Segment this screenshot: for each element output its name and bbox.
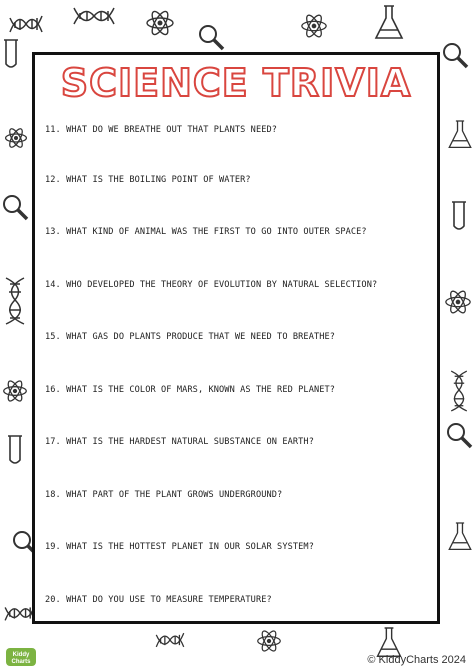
atom-icon xyxy=(256,628,282,654)
atom-icon xyxy=(2,378,28,404)
svg-text:Kiddy: Kiddy xyxy=(12,652,30,658)
flask-icon xyxy=(372,4,406,42)
question-15: 15. WHAT GAS DO PLANTS PRODUCE THAT WE NEED TO BREATHE? xyxy=(45,332,336,342)
atom-icon xyxy=(300,12,328,40)
dna-icon xyxy=(0,276,30,326)
copyright-text: © KiddyCharts 2024 xyxy=(367,654,466,666)
question-11: 11. WHAT DO WE BREATHE OUT THAT PLANTS NEED? xyxy=(45,125,278,135)
test-tube-icon xyxy=(4,430,26,470)
magnifier-icon xyxy=(196,22,226,52)
question-13: 13. WHAT KIND OF ANIMAL WAS THE FIRST TO GO INTO OUTER SPACE? xyxy=(45,227,367,237)
magnifier-icon xyxy=(0,192,30,222)
magnifier-icon xyxy=(444,420,474,450)
question-19: 19. WHAT IS THE HOTTEST PLANET IN OUR SOLAR SYSTEM? xyxy=(45,542,314,552)
test-tube-icon xyxy=(0,36,22,72)
magnifier-icon xyxy=(440,40,470,70)
test-tube-icon xyxy=(448,198,470,234)
atom-icon xyxy=(444,288,472,316)
dna-icon xyxy=(72,4,116,28)
question-20: 20. WHAT DO YOU USE TO MEASURE TEMPERATURE? xyxy=(45,595,272,605)
question-14: 14. WHO DEVELOPED THE THEORY OF EVOLUTION BY NATURAL SELECTION? xyxy=(45,280,378,290)
question-18: 18. WHAT PART OF THE PLANT GROWS UNDERGROUND? xyxy=(45,490,283,500)
svg-text:Charts: Charts xyxy=(11,659,31,665)
flask-icon xyxy=(446,520,474,554)
page-title: SCIENCE TRIVIA xyxy=(60,61,412,105)
atom-icon xyxy=(145,8,175,38)
dna-icon xyxy=(150,628,190,652)
atom-icon xyxy=(4,126,28,150)
kiddycharts-logo xyxy=(6,648,36,666)
question-12: 12. WHAT IS THE BOILING POINT OF WATER? xyxy=(45,175,251,185)
question-17: 17. WHAT IS THE HARDEST NATURAL SUBSTANCE ON EARTH? xyxy=(45,437,314,447)
worksheet-card xyxy=(32,52,440,624)
dna-icon xyxy=(446,366,472,416)
flask-icon xyxy=(446,118,474,152)
dna-icon xyxy=(6,10,46,38)
question-16: 16. WHAT IS THE COLOR OF MARS, KNOWN AS THE RED PLANET? xyxy=(45,385,336,395)
